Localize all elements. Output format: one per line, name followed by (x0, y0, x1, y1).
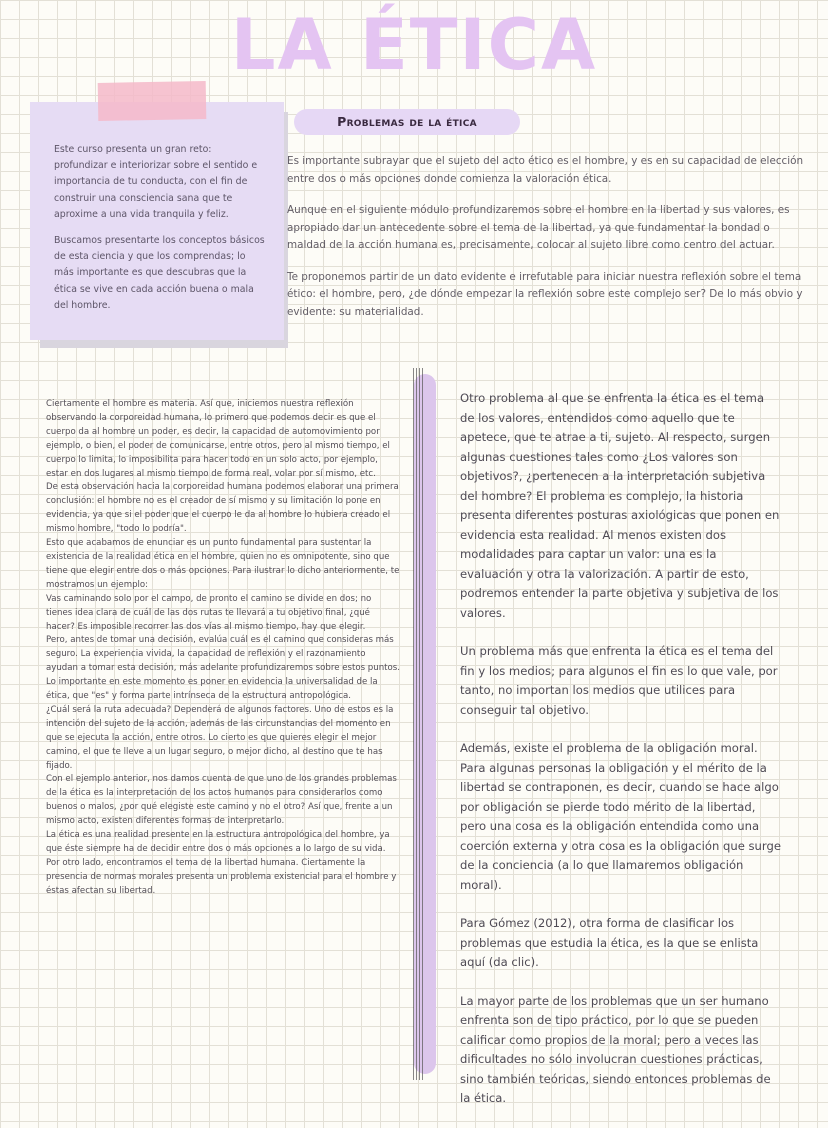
right-column (460, 389, 782, 1128)
intro-paragraph: Este curso presenta un gran reto: profundizar e interiorizar sobre el sentido e importancia de tu conducta, con el fin de construir una consciencia sana que te aproxime a una vida tranquila y feliz. (54, 144, 258, 220)
left-paragraph: La ética es una realidad presente en la estructura antropológica del hombre, ya que éste siempre ha de decidir entre dos o más opciones a lo largo de su vida. (46, 830, 390, 854)
right-paragraph: Un problema más que enfrenta la ética es el tema del fin y los medios; para algunos el fin es lo que vale, por tanto, no importan los medios que utilices para conseguir tal objetivo. (460, 644, 778, 717)
intro-paragraph: Buscamos presentarte los conceptos básicos de esta ciencia y que los comprendas; lo más importante es que descubras que la ética se vive en cada acción buena o mala del hombre. (54, 235, 265, 311)
left-column (46, 398, 400, 899)
left-paragraph: Vas caminando solo por el campo, de pronto el camino se divide en dos; no tienes idea clara de cuál de las dos rutas te llevará a tu objetivo final, ¿qué hacer? Es imposible recorrer las dos vías al mismo tiempo, hay que elegir. (46, 593, 372, 632)
intro-card (30, 102, 284, 340)
left-paragraph: Por otro lado, encontramos el tema de la libertad humana. Ciertamente la presencia de normas morales presenta un problema existencial para el hombre y éstas afectan su libertad. (46, 857, 397, 896)
top-paragraph: Te proponemos partir de un dato evidente e irrefutable para iniciar nuestra reflexión sobre el tema ético: el hombre, pero, ¿de dónde empezar la reflexión sobre este complejo ser? De lo más obvio y evidente: su materialidad. (287, 270, 803, 318)
right-paragraph[interactable]: Para Gómez (2012), otra forma de clasificar los problemas que estudia la ética, es la que se enlista aquí (da clic). (460, 916, 759, 969)
left-paragraph: ¿Cuál será la ruta adecuada? Dependerá de algunos factores. Uno de estos es la intención del sujeto de la acción, además de las circunstancias del momento en que se ejecuta la acción, entre otros. Lo cierto es que quieres elegir el mejor camino, el que te lleve a un lugar seguro, o mejor dicho, al destino que te has fijado. (46, 704, 394, 771)
right-paragraph: Además, existe el problema de la obligación moral. Para algunas personas la obligación y el mérito de la libertad se contraponen, es decir, cuando se hace algo por obligación se pierde todo mérito de la libertad, pero una cosa es la obligación entendida como una coerción externa y otra cosa es la obligación que surge de la conciencia (a lo que llamaremos obligación moral). (460, 741, 781, 892)
column-divider-hatch (413, 368, 425, 1080)
top-paragraph: Es importante subrayar que el sujeto del acto ético es el hombre, y es en su capacidad de elección entre dos o más opciones donde comienza la valoración ética. (287, 155, 804, 185)
top-text-block (287, 153, 807, 335)
left-paragraph: Esto que acabamos de enunciar es un punto fundamental para sustentar la existencia de la realidad ética en el hombre, quien no es omnipotente, sino que tiene que elegir entre dos o más opciones. Para ilustrar lo dicho anteriormente, te mostramos un ejemplo: (46, 538, 400, 590)
washi-tape (98, 81, 207, 121)
right-paragraph: La mayor parte de los problemas que un ser humano enfrenta son de tipo práctico, por lo que se pueden calificar como propios de la moral; pero a veces las dificultades no sólo involucran cuestiones prácticas, sino también teóricas, siendo entonces problemas de la ética. (460, 993, 771, 1105)
top-paragraph: Aunque en el siguiente módulo profundizaremos sobre el hombre en la libertad y sus valores, es apropiado dar un antecedente sobre el tema de la libertad, ya que fundamentar la bondad o maldad de la acción humana es, precisamente, colocar al sujeto libre como centro del actuar. (287, 204, 790, 251)
right-paragraph: Otro problema al que se enfrenta la ética es el tema de los valores, entendidos como aquello que te apetece, que te atrae a ti, sujeto. Al respecto, surgen algunas cuestiones tales como ¿Los valores son objetivos?, ¿pertenecen a la interpretación subjetiva del hombre? El problema es complejo, la historia presenta diferentes posturas axiológicas que ponen en evidencia esta realidad. Al menos existen dos modalidades para captar un valor: una es la evaluación y otra la valorización. A partir de esto, podremos entender la parte objetiva y subjetiva de los valores. (460, 391, 780, 620)
page-title: LA ÉTICA (230, 4, 598, 86)
section-heading: Problemas de la ética (294, 109, 520, 135)
left-paragraph: Con el ejemplo anterior, nos damos cuenta de que uno de los grandes problemas de la ética es la interpretación de los actos humanos para considerarlos como buenos o malos, ¿por qué elegiste este camino y no el otro? Así que, frente a un mismo acto, existen diferentes formas de interpretarlo. (46, 774, 397, 827)
left-paragraph: De esta observación hacia la corporeidad humana podemos elaborar una primera conclusión: el hombre no es el creador de sí mismo y su limitación lo pone en evidencia, ya que si el poder que el cuerpo le da al hombre lo hubiera creado el mismo hombre, "todo lo podría". (46, 482, 399, 535)
left-paragraph: Ciertamente el hombre es materia. Así que, iniciemos nuestra reflexión observando la corporeidad humana, lo primero que podemos decir es que el cuerpo da al hombre un poder, es decir, la capacidad de automovimiento por ejemplo, o bien, el poder de comunicarse, entre otros, pero al mismo tiempo, el cuerpo lo limita, lo imposibilita para hacer todo en un solo acto, por ejemplo, estar en dos lugares al mismo tiempo de forma real, volar por sí mismo, etc. (46, 399, 390, 479)
left-paragraph: Pero, antes de tomar una decisión, evalúa cuál es el camino que consideras más seguro. La experiencia vivida, la capacidad de reflexión y el razonamiento ayudan a tomar esta decisión, más adelante profundizaremos sobre estos puntos. Lo importante en este momento es poner en evidencia la universalidad de la ética, que "es" y forma parte intrínseca de la estructura antropológica. (46, 635, 400, 702)
